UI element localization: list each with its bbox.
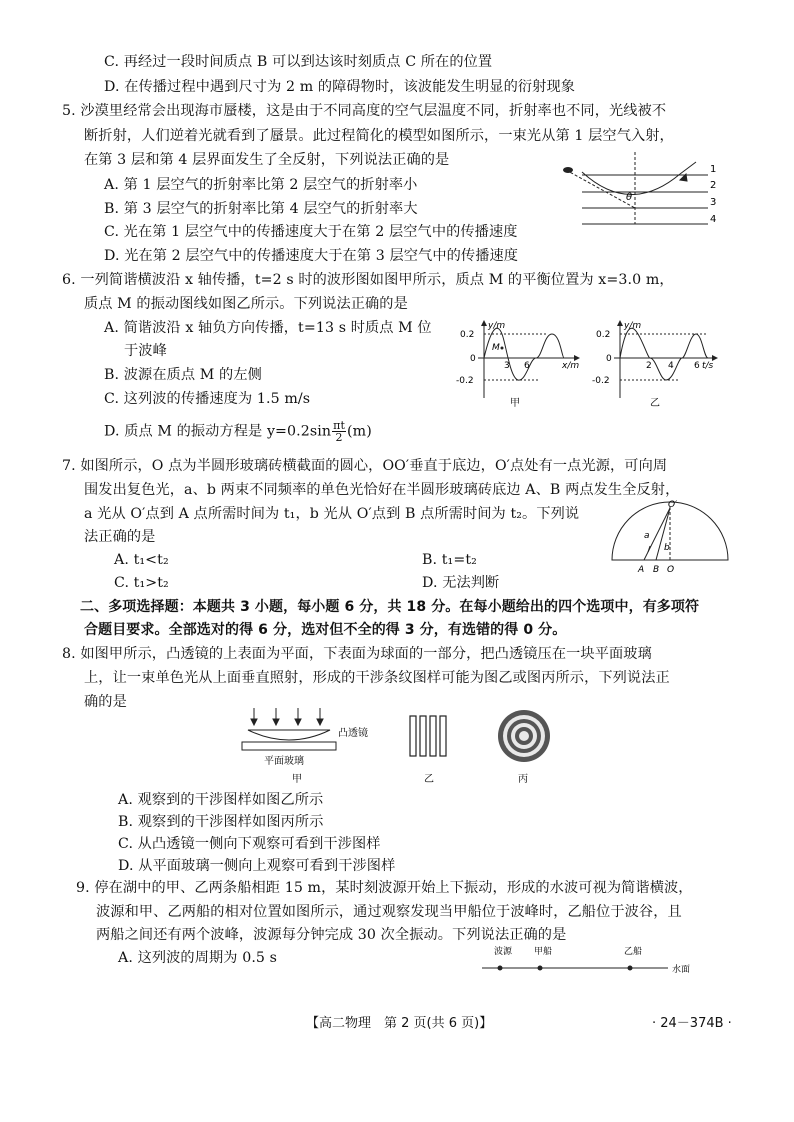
q8-caption-yi: 乙: [424, 774, 434, 785]
q9-boats-figure: [478, 944, 718, 978]
section2-heading-line2: 合题目要求。全部选对的得 6 分，选对但不全的得 3 分，有选错的得 0 分。: [84, 622, 567, 638]
q9-stem-line1: 9. 停在湖中的甲、乙两条船相距 15 m，某时刻波源开始上下振动，形成的水波可视为简谐横波，: [76, 880, 693, 896]
q8-straight-fringes: [410, 716, 446, 756]
q6-fraction-numerator: πt: [333, 419, 346, 432]
q5-stem-line1: 5. 沙漠里经常会出现海市蜃楼，这是由于不同高度的空气层温度不同，折射率也不同，光线被不: [62, 103, 667, 119]
q6-wave-graph-jia: [448, 318, 588, 408]
q9-jia-label: 甲船: [534, 947, 553, 957]
q9-stem-line2: 波源和甲、乙两船的相对位置如图所示，通过观察发现当甲船位于波峰时，乙船位于波谷，且: [96, 904, 682, 920]
q8-lens-diagram: [242, 708, 336, 750]
q6-jia-caption: 甲: [510, 398, 520, 408]
q6-jia-ytick-bottom: -0.2: [456, 376, 474, 386]
q6-option-d-fraction: [332, 420, 346, 443]
q7-label-B: B: [653, 565, 660, 575]
q7-option-d: D. 无法判断: [422, 575, 500, 591]
paper-code: · 24－374B ·: [652, 1016, 732, 1031]
q5-layer-2: 2: [710, 180, 717, 191]
eye-icon: [563, 167, 573, 173]
q7-stem-line3: a 光从 O′点到 A 点所需时间为 t₁，b 光从 O′点到 B 点所需时间为 t₂。下列说: [84, 506, 580, 522]
q6-jia-xlabel: x/m: [562, 361, 580, 371]
q6-option-c: C. 这列波的传播速度为 1.5 m/s: [104, 391, 311, 407]
q8-stem-line1: 8. 如图甲所示，凸透镜的上表面为平面，下表面为球面的一部分，把凸透镜压在一块平面玻璃: [62, 646, 652, 662]
q6-yi-caption: 乙: [650, 398, 660, 408]
q7-label-o-prime: O′: [668, 500, 678, 510]
q5-option-c: C. 光在第 1 层空气中的传播速度大于在第 2 层空气中的传播速度: [104, 224, 518, 240]
q6-option-d-post: (m): [347, 423, 372, 440]
q6-fraction-denominator: 2: [335, 431, 343, 444]
q4-option-d: D. 在传播过程中遇到尺寸为 2 m 的障碍物时，该波能发生明显的衍射现象: [104, 79, 576, 95]
q8-lens-label: 凸透镜: [338, 728, 368, 739]
q8-caption-bing: 丙: [518, 774, 528, 785]
q6-yi-xtick-6: 6: [694, 361, 700, 371]
q6-jia-xtick-3: 3: [504, 361, 510, 371]
q8-stem-line3: 确的是: [84, 694, 127, 710]
q6-option-b: B. 波源在质点 M 的左侧: [104, 367, 262, 383]
q8-stem-line2: 上，让一束单色光从上面垂直照射，形成的干涉条纹图样可能为图乙或图丙所示，下列说法正: [84, 670, 670, 686]
q7-semicircle-figure: [606, 498, 730, 576]
q5-option-a: A. 第 1 层空气的折射率比第 2 层空气的折射率小: [104, 177, 418, 193]
q7-label-A: A: [638, 565, 645, 575]
q5-stem-line3: 在第 3 层和第 4 层界面发生了全反射，下列说法正确的是: [84, 152, 450, 168]
q6-jia-point-m: M: [492, 343, 500, 353]
q6-yi-xtick-4: 4: [668, 361, 674, 371]
q8-option-c: C. 从凸透镜一侧向下观察可看到干涉图样: [118, 836, 381, 852]
q8-figures: [240, 706, 620, 788]
q6-yi-ytick-bottom: -0.2: [592, 376, 610, 386]
q6-option-d-pre: D. 质点 M 的振动方程是 y=0.2sin: [104, 423, 332, 440]
q5-layer-3: 3: [710, 197, 717, 208]
q9-yi-label: 乙船: [624, 947, 643, 957]
q5-angle-label: θ: [626, 192, 633, 203]
q4-option-c: C. 再经过一段时间质点 B 可以到达该时刻质点 C 所在的位置: [104, 54, 493, 70]
q6-yi-xlabel: t/s: [702, 361, 714, 371]
q6-yi-ytick-top: 0.2: [596, 330, 611, 340]
q6-vibration-graph-yi: [590, 318, 730, 408]
q8-glass-label: 平面玻璃: [264, 756, 304, 767]
q5-layers-figure: [560, 150, 720, 228]
q5-option-b: B. 第 3 层空气的折射率比第 4 层空气的折射率大: [104, 201, 418, 217]
q7-label-O: O: [667, 565, 675, 575]
q7-label-a-ray: a: [644, 531, 650, 541]
q9-source-label: 波源: [494, 947, 513, 957]
q6-option-a-line2: 于波峰: [124, 343, 167, 359]
q6-option-d: [104, 420, 372, 443]
q6-yi-ytick-zero: 0: [606, 354, 612, 364]
q6-jia-ytick-zero: 0: [470, 354, 476, 364]
q7-label-b-ray: b: [664, 543, 670, 553]
q6-jia-xtick-6: 6: [524, 361, 530, 371]
section2-heading-line1: 二、多项选择题：本题共 3 小题，每小题 6 分，共 18 分。在每小题给出的四个选项中，有多项符: [80, 599, 700, 615]
q5-stem-line2: 断折射，人们逆着光就看到了蜃景。此过程简化的模型如图所示，一束光从第 1 层空气入射，: [84, 128, 674, 144]
page-footer: 【高二物理 第 2 页(共 6 页)】: [306, 1016, 493, 1031]
q7-stem-line4: 法正确的是: [84, 529, 156, 545]
q8-newton-rings: [498, 710, 550, 762]
q5-layer-4: 4: [710, 214, 717, 225]
q7-stem-line1: 7. 如图所示，O 点为半圆形玻璃砖横截面的圆心，OO′垂直于底边，O′点处有一点光源，可向周: [62, 458, 668, 474]
q6-stem-line2: 质点 M 的振动图线如图乙所示。下列说法正确的是: [84, 296, 408, 312]
q9-stem-line3: 两船之间还有两个波峰，波源每分钟完成 30 次全振动。下列说法正确的是: [96, 927, 567, 943]
q6-option-a-line1: A. 简谐波沿 x 轴负方向传播，t=13 s 时质点 M 位: [104, 320, 432, 336]
q7-option-a: A. t₁<t₂: [114, 552, 169, 568]
q5-layer-1: 1: [710, 164, 717, 175]
q6-jia-ytick-top: 0.2: [460, 330, 475, 340]
q6-yi-ylabel: y/m: [624, 321, 642, 331]
q8-option-a: A. 观察到的干涉图样如图乙所示: [118, 792, 324, 808]
q9-water-label: 水面: [672, 965, 691, 975]
q7-option-b: B. t₁=t₂: [422, 552, 477, 568]
q6-yi-xtick-2: 2: [646, 361, 652, 371]
q5-option-d: D. 光在第 2 层空气中的传播速度大于在第 3 层空气中的传播速度: [104, 248, 519, 264]
q8-option-d: D. 从平面玻璃一侧向上观察可看到干涉图样: [118, 858, 396, 874]
q7-stem-line2: 围发出复色光，a、b 两束不同频率的单色光恰好在半圆形玻璃砖底边 A、B 两点发生全反射，: [84, 482, 680, 498]
q9-option-a: A. 这列波的周期为 0.5 s: [118, 950, 278, 966]
q8-option-b: B. 观察到的干涉图样如图丙所示: [118, 814, 324, 830]
q6-stem-line1: 6. 一列简谐横波沿 x 轴传播，t=2 s 时的波形图如图甲所示，质点 M 的平衡位置为 x=3.0 m，: [62, 272, 674, 288]
q7-option-c: C. t₁>t₂: [114, 575, 169, 591]
q6-jia-ylabel: y/m: [488, 321, 506, 331]
q8-caption-jia: 甲: [292, 774, 302, 785]
